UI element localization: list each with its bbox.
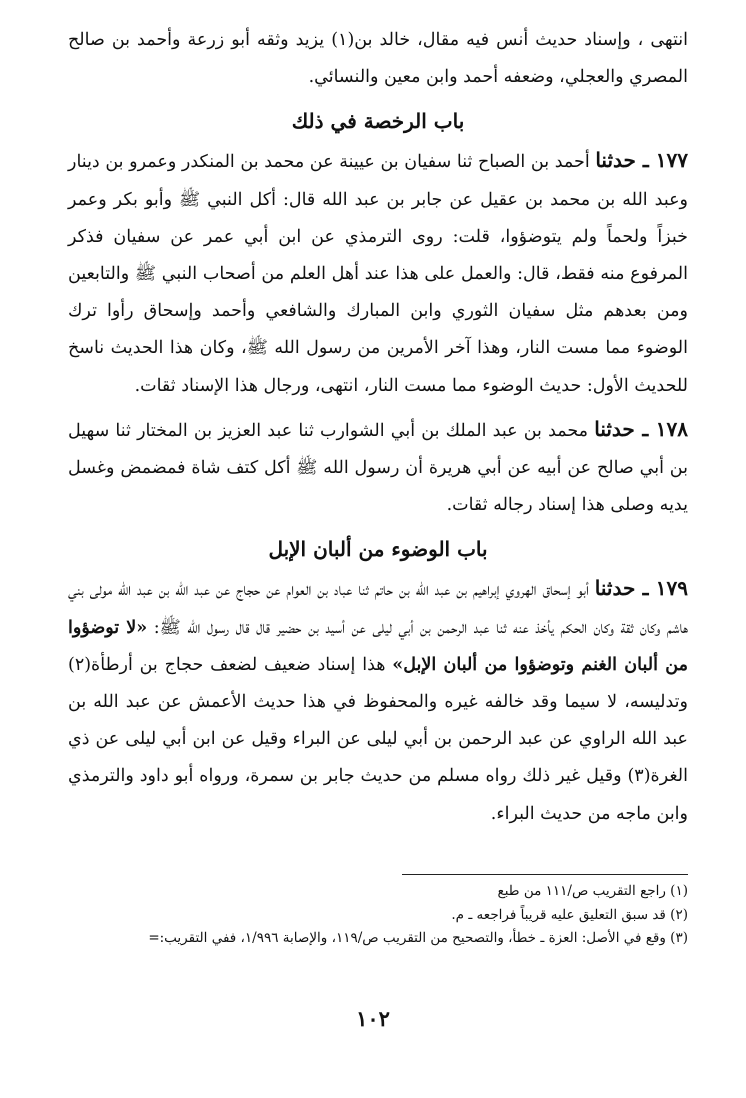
hadith-179 <box>68 570 688 832</box>
hadith-177 <box>68 142 688 404</box>
hadith-178 <box>68 411 688 525</box>
hadith-179-number: ١٧٩ ـ حدثنا <box>594 576 688 601</box>
chapter-heading-1: باب الرخصة في ذلك <box>291 109 465 134</box>
hadith-177-text: أحمد بن الصباح ثنا سفيان بن عيينة عن محمد بن المنكدر وعمرو بن دينار وعبد الله بن محمد بن عقيل عن جابر بن عبد الله قال: أكل النبي ﷺ وأبو بكر وعمر خبزاً ولحماً ولم يتوضؤوا، قلت: روى الترمذي عن ابن أبي عمر عن سفيان فذكر المرفوع منه فقط، قال: والعمل على هذا عند أهل العلم من أصحاب النبي ﷺ والتابعين ومن بعدهم مثل سفيان الثوري وابن المبارك والشافعي وأحمد وإسحاق رأوا ترك الوضوء مما مست النار، وهذا آخر الأمرين من رسول الله ﷺ، وكان هذا الحديث ناسخ للحديث الأول: حديث الوضوء مما مست النار، انتهى، ورجال هذا الإسناد ثقات. <box>68 152 688 396</box>
hadith-179-text-2: هذا إسناد ضعيف لضعف حجاج بن أرطأة(٢) وتدليسه، لا سيما وقد خالفه غيره والمحفوظ في هذا حديث الأعمش عن عبد الله بن عبد الله الراوي عن عبد الرحمن بن أبي ليلى عن البراء وقيل عن ابن أبي ليلى عن ذي الغرة(٣) وقيل غير ذلك رواه مسلم من حديث جابر بن سمرة، ورواه أبو داود والترمذي وابن ماجه من حديث البراء. <box>68 654 688 824</box>
footnote-3: (٣) وقع في الأصل: العزة ـ خطأ، والتصحيح من التقريب ص/١١٩، والإصابة ١/٩٩٦، ففي التقريب:= <box>148 930 688 946</box>
footnote-2: (٢) قد سبق التعليق عليه قريباً فراجعه ـ م. <box>451 906 688 923</box>
chapter-heading-2: باب الوضوء من ألبان الإبل <box>268 537 488 562</box>
footnotes <box>52 880 688 951</box>
hadith-179-quote: «لا توضؤوا من ألبان الغنم وتوضؤوا من ألبان الإبل» <box>68 617 688 675</box>
intro-paragraph: انتهى ، وإسناد حديث أنس فيه مقال، خالد بن(١) يزيد وثقه أبو زرعة وأحمد بن صالح المصري والعجلي، وضعفه أحمد وابن معين والنسائي. <box>68 30 688 88</box>
hadith-177-number: ١٧٧ ـ حدثنا <box>595 148 689 173</box>
footnote-1: (١) راجع التقريب ص/١١١ من طبع <box>497 883 688 899</box>
page-body <box>68 22 688 833</box>
hadith-179-text-1: أبو إسحاق الهروي إبراهيم بن عبد الله بن حاتم ثنا عباد بن العوام عن حجاج عن عبد الله بن عبد الله مولى بني هاشم وكان ثقة وكان الحكم يأخذ عنه ثنا عبد الرحمن بن أبي ليلى عن أسيد بن حضير قال قال رسول الله ﷺ: <box>68 580 689 638</box>
footnote-divider <box>402 874 688 875</box>
hadith-178-text: محمد بن عبد الملك بن أبي الشوارب ثنا عبد العزيز بن المختار ثنا سهيل بن أبي صالح عن أبيه عن أبي هريرة أن رسول الله ﷺ أكل كتف شاة فمضمض وغسل يديه وصلى هذا إسناد رجاله ثقات. <box>68 420 688 516</box>
hadith-178-number: ١٧٨ ـ حدثنا <box>594 416 688 441</box>
page-number: ١٠٢ <box>356 1006 390 1031</box>
